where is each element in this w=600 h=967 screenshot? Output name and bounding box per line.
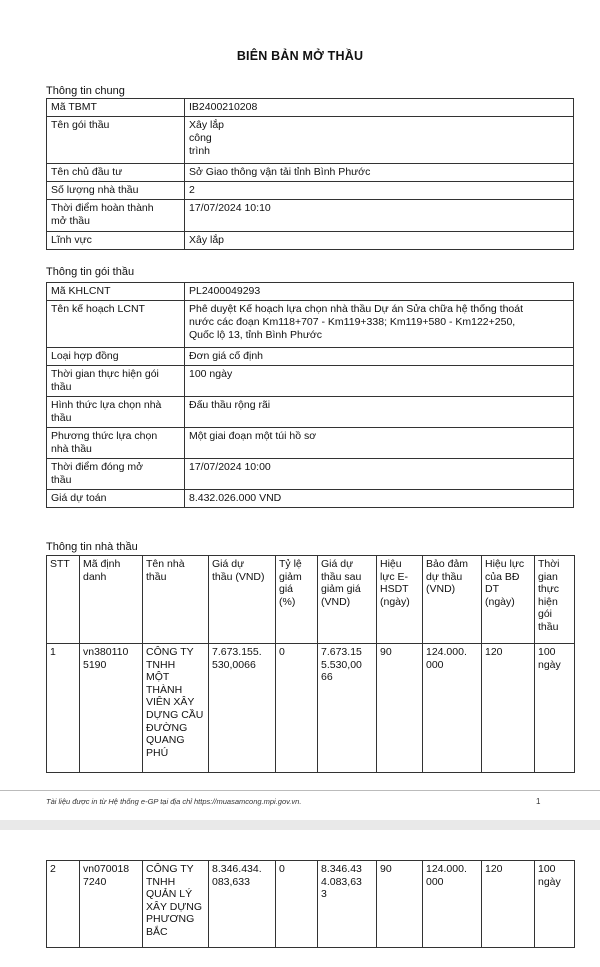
table-row: [47, 283, 574, 301]
column-header: Bảo đảm dự thầu (VND): [423, 556, 482, 644]
table-row: [47, 164, 574, 182]
row-value: 17/07/2024 10:00: [185, 459, 574, 490]
table-row: [47, 861, 575, 948]
row-label: Mã TBMT: [47, 99, 185, 117]
row-label: Số lượng nhà thầu: [47, 182, 185, 200]
column-header: Giá dự thầu sau giảm giá (VND): [318, 556, 377, 644]
column-header: Tên nhà thầu: [143, 556, 209, 644]
row-label: Phương thức lựa chọn nhà thầu: [47, 428, 185, 459]
row-value: 2: [185, 182, 574, 200]
table-row: [47, 490, 574, 508]
table-cell: 8.346.43 4.083,63 3: [318, 861, 377, 948]
table-cell: 90: [377, 861, 423, 948]
table-row: [47, 301, 574, 348]
row-label: Mã KHLCNT: [47, 283, 185, 301]
row-label: Thời điểm đóng mở thầu: [47, 459, 185, 490]
table-cell: 2: [47, 861, 80, 948]
table-cell: 124.000. 000: [423, 644, 482, 773]
row-label: Tên chủ đầu tư: [47, 164, 185, 182]
table-cell: 0: [276, 644, 318, 773]
table-row: [47, 428, 574, 459]
table-cell: vn380110 5190: [80, 644, 143, 773]
row-label: Tên kế hoạch LCNT: [47, 301, 185, 348]
row-value: Xây lắp công trình: [185, 117, 574, 164]
row-value: 8.432.026.000 VND: [185, 490, 574, 508]
contractor-info-heading: Thông tin nhà thầu: [46, 541, 138, 553]
footer-divider: [0, 790, 600, 791]
table-row: [47, 200, 574, 232]
column-header: Mã định danh: [80, 556, 143, 644]
column-header: Giá dự thầu (VND): [209, 556, 276, 644]
page-number: 1: [536, 797, 541, 806]
table-cell: 124.000. 000: [423, 861, 482, 948]
table-row: [47, 99, 574, 117]
document-title: BIÊN BẢN MỞ THẦU: [236, 49, 364, 63]
table-cell: 120: [482, 861, 535, 948]
row-value: Đấu thầu rộng rãi: [185, 397, 574, 428]
table-cell: 7.673.155. 530,0066: [209, 644, 276, 773]
table-cell: 90: [377, 644, 423, 773]
contractor-table-continued: [46, 860, 575, 948]
table-cell: 8.346.434. 083,633: [209, 861, 276, 948]
table-row: [47, 397, 574, 428]
row-label: Giá dự toán: [47, 490, 185, 508]
row-value: 100 ngày: [185, 366, 574, 397]
column-header: Thời gian thực hiện gói thầu: [535, 556, 575, 644]
row-value: Sở Giao thông vận tải tỉnh Bình Phước: [185, 164, 574, 182]
table-cell: CÔNG TY TNHH MỘT THÀNH VIÊN XÂY DỰNG CẦU ĐƯỜNG QUANG PHÚ: [143, 644, 209, 773]
row-label: Tên gói thầu: [47, 117, 185, 164]
row-label: Lĩnh vực: [47, 232, 185, 250]
row-label: Thời điểm hoàn thành mở thầu: [47, 200, 185, 232]
table-row: [47, 182, 574, 200]
table-cell: 100 ngày: [535, 644, 575, 773]
column-header: Tỷ lệ giảm giá (%): [276, 556, 318, 644]
row-value: Phê duyệt Kế hoạch lựa chọn nhà thầu Dự án Sửa chữa hệ thống thoát nước các đoạn Km118+707 - Km119+338; Km119+580 - Km122+250, Quốc lộ 13, tỉnh Bình Phước: [185, 301, 574, 348]
table-row: [47, 459, 574, 490]
table-row: [47, 232, 574, 250]
document-page-2: [0, 830, 600, 967]
contractor-header-row: [47, 556, 575, 644]
row-label: Thời gian thực hiện gói thầu: [47, 366, 185, 397]
footer-source-note: Tài liệu được in từ Hệ thống e-GP tại địa chỉ https://muasamcong.mpi.gov.vn.: [46, 797, 302, 806]
row-value: IB2400210208: [185, 99, 574, 117]
table-row: [47, 644, 575, 773]
row-value: PL2400049293: [185, 283, 574, 301]
table-row: [47, 348, 574, 366]
row-value: Đơn giá cố định: [185, 348, 574, 366]
row-value: Xây lắp: [185, 232, 574, 250]
table-row: [47, 366, 574, 397]
table-cell: 1: [47, 644, 80, 773]
general-info-heading: Thông tin chung: [46, 85, 125, 97]
table-cell: 100 ngày: [535, 861, 575, 948]
table-cell: 120: [482, 644, 535, 773]
contractor-table: [46, 555, 575, 773]
column-header: Hiệu lực của BĐ DT (ngày): [482, 556, 535, 644]
row-value: Một giai đoạn một túi hồ sơ: [185, 428, 574, 459]
table-cell: 0: [276, 861, 318, 948]
table-row: [47, 117, 574, 164]
row-label: Hình thức lựa chọn nhà thầu: [47, 397, 185, 428]
package-info-table: [46, 282, 574, 508]
table-cell: vn070018 7240: [80, 861, 143, 948]
package-info-heading: Thông tin gói thầu: [46, 266, 135, 278]
table-cell: CÔNG TY TNHH QUẢN LÝ XÂY DỰNG PHƯƠNG BẮC: [143, 861, 209, 948]
row-value: 17/07/2024 10:10: [185, 200, 574, 232]
table-cell: 7.673.15 5.530,00 66: [318, 644, 377, 773]
general-info-table: [46, 98, 574, 250]
column-header: Hiệu lực E- HSDT (ngày): [377, 556, 423, 644]
column-header: STT: [47, 556, 80, 644]
row-label: Loại hợp đồng: [47, 348, 185, 366]
